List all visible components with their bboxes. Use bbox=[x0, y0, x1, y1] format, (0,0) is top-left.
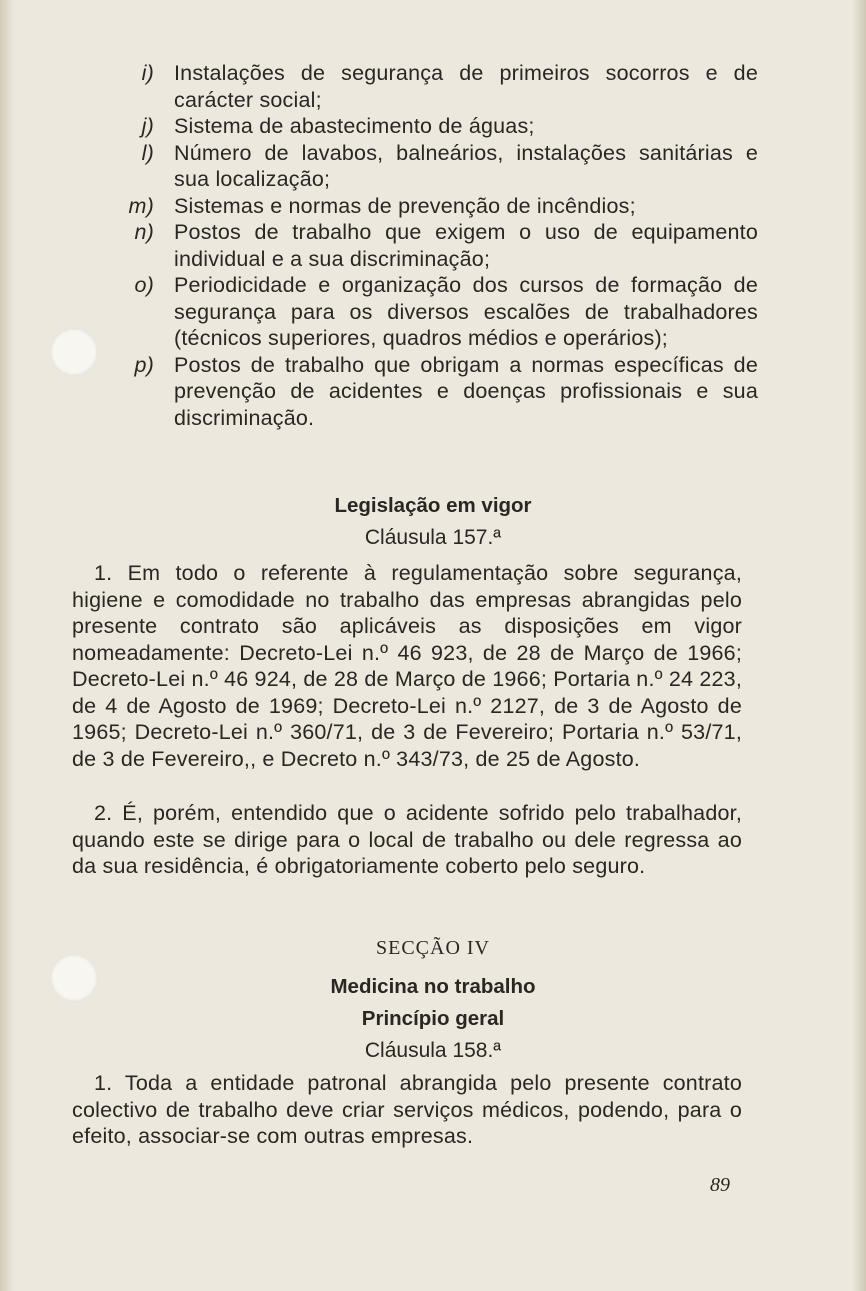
list-item bbox=[118, 272, 758, 352]
list-item bbox=[118, 193, 758, 220]
item-letter: n) bbox=[134, 220, 154, 244]
principle-heading: Princípio geral bbox=[361, 1007, 505, 1030]
item-letter: i) bbox=[141, 61, 154, 85]
item-text: Sistemas e normas de prevenção de incêndios; bbox=[174, 193, 636, 218]
page-number: 89 bbox=[710, 1174, 730, 1196]
item-letter: j) bbox=[141, 114, 154, 138]
item-letter: l) bbox=[141, 140, 154, 165]
page-right-edge bbox=[852, 0, 866, 1291]
list-item bbox=[118, 352, 758, 432]
item-text: Postos de trabalho que exigem o uso de equipamento individual e a sua discriminação; bbox=[174, 220, 758, 271]
legislation-heading: Legislação em vigor bbox=[334, 494, 532, 517]
item-text: Número de lavabos, balneários, instalações sanitárias e sua localização; bbox=[174, 140, 758, 191]
punch-hole-top bbox=[50, 328, 98, 376]
item-list bbox=[118, 60, 758, 431]
page-left-edge bbox=[0, 0, 14, 1291]
item-letter: m) bbox=[128, 193, 154, 218]
clause-158-title: Cláusula 158.ª bbox=[364, 1039, 502, 1062]
list-item bbox=[118, 113, 758, 140]
item-letter: p) bbox=[134, 352, 154, 377]
item-text: Sistema de abastecimento de águas; bbox=[174, 114, 535, 138]
paragraph-157-1: 1. Em todo o referente à regulamentação sobre segurança, higiene e comodidade no trabalho das empresas abrangidas pelo presente contrato são aplicáveis as disposições em vigor nomeadamente: Decreto-Lei n.º 46 923, de 28 de Março de 1966; Decreto-Lei n.º 46 924, de 28 de Março de 1966; Portaria n.º 24 223, de 4 de Agosto de 1969; Decreto-Lei n.º 2127, de 3 de Agosto de 1965; Decreto-Lei n.º 360/71, de 3 de Fevereiro; Portaria n.º 53/71, de 3 de Fevereiro,, e Decreto n.º 343/73, de 25 de Agosto. bbox=[72, 561, 742, 771]
medicine-heading: Medicina no trabalho bbox=[330, 975, 536, 998]
paragraph-157-2: 2. É, porém, entendido que o acidente sofrido pelo trabalhador, quando este se dirige para o local de trabalho ou dele regressa ao da sua residência, é obrigatoriamente coberto pelo seguro. bbox=[72, 801, 742, 878]
item-text: Postos de trabalho que obrigam a normas específicas de prevenção de acidentes e doenças profissionais e sua discriminação. bbox=[174, 352, 758, 430]
item-text: Periodicidade e organização dos cursos de formação de segurança para os diversos escalões de trabalhadores (técnicos superiores, quadros médios e operários); bbox=[174, 273, 758, 350]
clause-157-title: Cláusula 157.ª bbox=[364, 526, 502, 549]
item-letter: o) bbox=[134, 273, 154, 297]
list-item bbox=[118, 60, 758, 113]
list-item bbox=[118, 219, 758, 272]
list-item bbox=[118, 140, 758, 193]
section-title: SECÇÃO IV bbox=[375, 937, 490, 959]
paragraph-158-1: 1. Toda a entidade patronal abrangida pelo presente contrato colectivo de trabalho deve criar serviços médicos, podendo, para o efeito, associar-se com outras empresas. bbox=[72, 1071, 742, 1148]
item-text: Instalações de segurança de primeiros socorros e de carácter social; bbox=[174, 61, 758, 112]
